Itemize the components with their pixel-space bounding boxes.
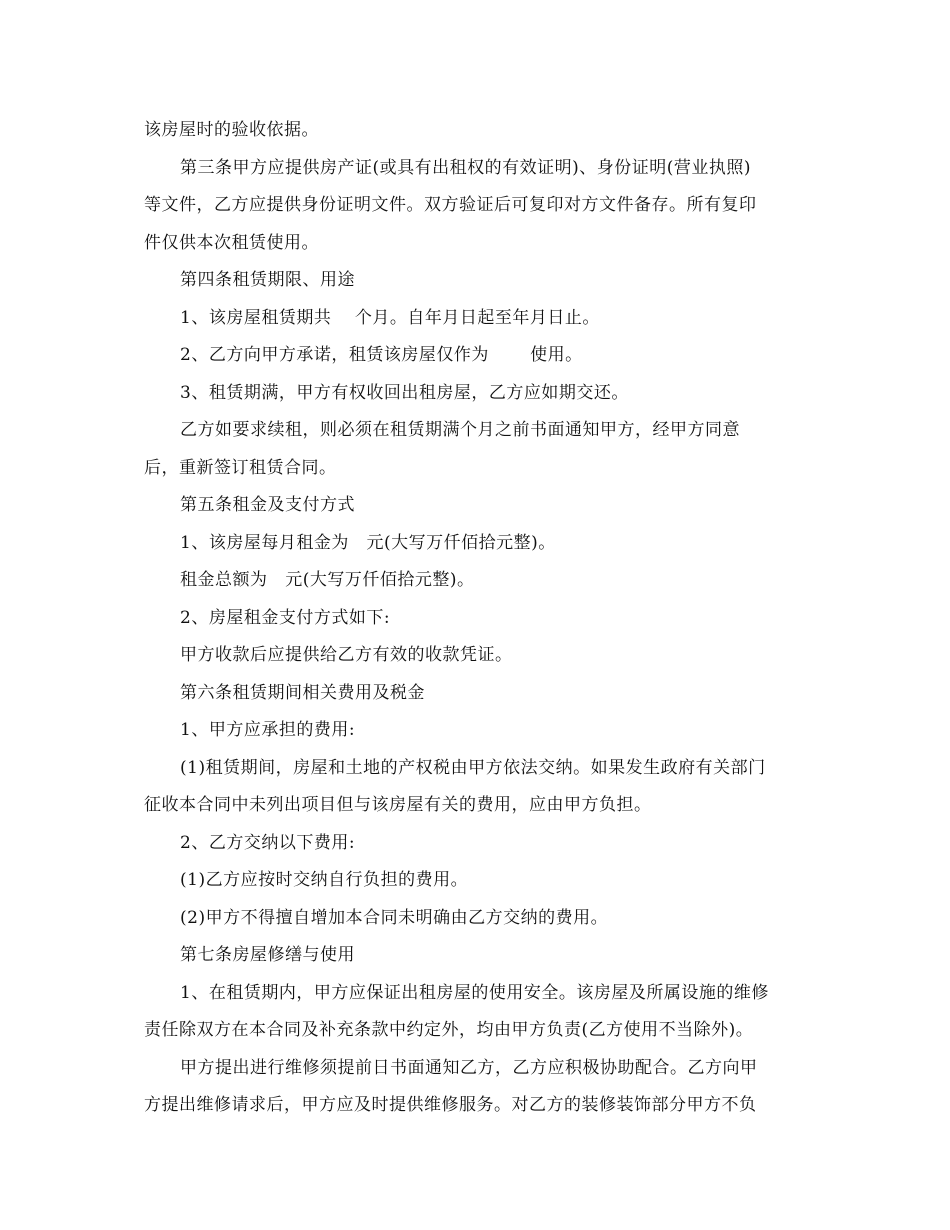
text-line: 2、乙方向甲方承诺，租赁该房屋仅作为 使用。 [180,345,583,365]
section-heading: 第七条房屋修缮与使用 [180,945,355,965]
text-line: 1、该房屋租赁期共 个月。自年月日起至年月日止。 [180,307,600,328]
text-line: 1、甲方应承担的费用: [180,720,356,740]
text-line: 第三条甲方应提供房产证(或具有出租权的有效证明)、身份证明(营业执照) [180,157,752,178]
text-line: 2、乙方交纳以下费用: [180,832,356,853]
text-line: 件仅供本次租赁使用。 [144,232,319,253]
document-body [144,112,814,1125]
text-line: 责任除双方在本合同及补充条款中约定外，均由甲方负责(乙方使用不当除外)。 [144,1020,754,1040]
text-line: (1)租赁期间，房屋和土地的产权税由甲方依法交纳。如果发生政府有关部门 [180,757,766,778]
text-line: 该房屋时的验收依据。 [144,120,319,140]
section-heading: 第五条租金及支付方式 [180,495,355,515]
text-line: 等文件，乙方应提供身份证明文件。双方验证后可复印对方文件备存。所有复印 [144,195,757,215]
text-line: (2)甲方不得擅自增加本合同未明确由乙方交纳的费用。 [180,907,609,928]
text-line: 3、租赁期满，甲方有权收回出租房屋，乙方应如期交还。 [180,382,629,403]
text-line: 后，重新签订租赁合同。 [144,457,337,478]
text-line: (1)乙方应按时交纳自行负担的费用。 [180,870,469,890]
text-line: 乙方如要求续租，则必须在租赁期满个月之前书面通知甲方，经甲方同意 [180,420,740,440]
text-line: 甲方收款后应提供给乙方有效的收款凭证。 [180,645,513,665]
text-line: 2、房屋租金支付方式如下: [180,607,391,628]
text-line: 甲方提出进行维修须提前日书面通知乙方，乙方应积极协助配合。乙方向甲 [180,1057,758,1078]
section-heading: 第六条租赁期间相关费用及税金 [180,682,425,703]
text-line: 方提出维修请求后，甲方应及时提供维修服务。对乙方的装修装饰部分甲方不负 [144,1095,757,1115]
text-line: 1、该房屋每月租金为 元(大写万仟佰拾元整)。 [180,532,556,553]
text-line: 租金总额为 元(大写万仟佰拾元整)。 [180,570,475,590]
text-line: 征收本合同中未列出项目但与该房屋有关的费用，应由甲方负担。 [144,795,652,815]
text-line: 1、在租赁期内，甲方应保证出租房屋的使用安全。该房屋及所属设施的维修 [180,982,769,1003]
section-heading: 第四条租赁期限、用途 [180,270,355,290]
